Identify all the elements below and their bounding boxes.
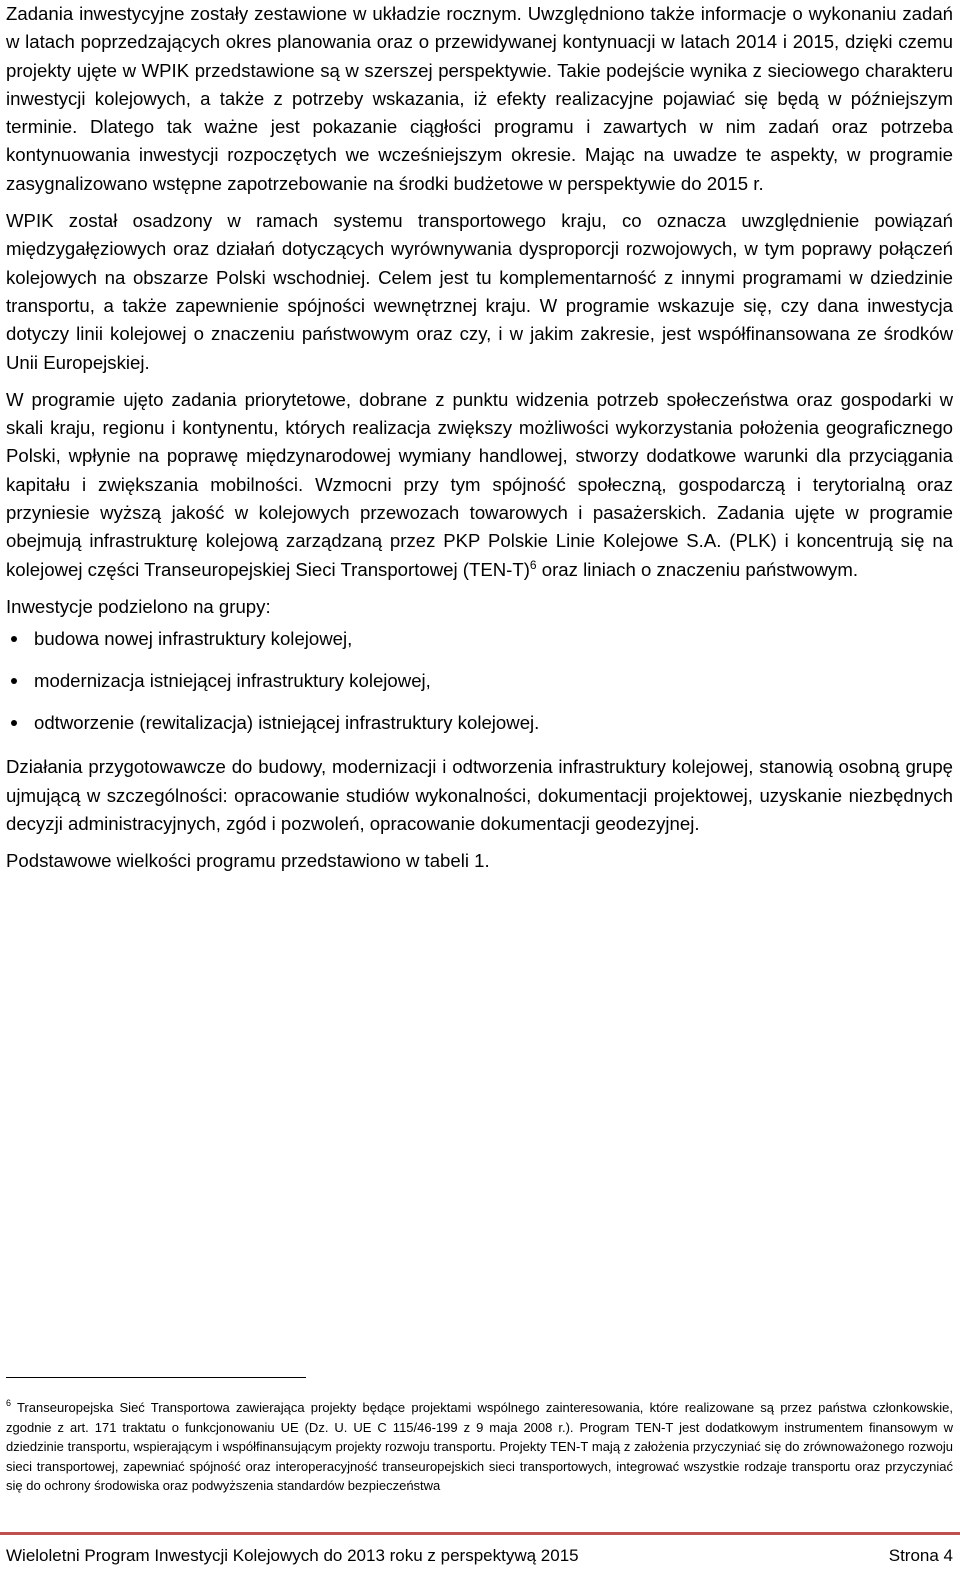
main-text <box>6 0 953 884</box>
list-item <box>6 625 953 667</box>
footnote-text: Transeuropejska Sieć Transportowa zawierająca projekty będące projektami wspólnego zainteresowania, które realizowane są przez państwa członkowskie, zgodnie z art. 171 traktatu o funkcjonowaniu UE (Dz. U. UE C 115/46-199 z 9 maja 2008 r.). Program TEN-T jest dodatkowym instrumentem finansowym w dziedzinie transportu, wspierającym i współfinansującym projekty rozwoju transportu. Projekty TEN-T mają z założenia przyczyniać się do zrównoważonego rozwoju sieci transportowej, zapewniać spójność oraz interoperacyjność transeuropejskich sieci transportowych, integrować wszystkie rodzaje transportu oraz przyczyniać się do ochrony środowiska oraz podwyższenia standardów bezpieczeństwa <box>6 1400 953 1493</box>
list-item-text: odtworzenie (rewitalizacja) istniejącej infrastruktury kolejowej. <box>34 712 540 734</box>
footer-divider <box>0 1532 960 1535</box>
footnote-reference: 6 <box>529 557 537 572</box>
footnote-separator <box>6 1377 306 1378</box>
paragraph-priority-text: W programie ujęto zadania priorytetowe, dobrane z punktu widzenia potrzeb społeczeństwa oraz gospodarki w skali kraju, regionu i kontynentu, których realizacja zwiększy możliwości wykorzystania położenia geograficznego Polski, wpłynie na poprawę międzynarodowej wymiany handlowej, stworzy dodatkowe warunki dla przyciągania kapitału i zwiększania mobilności. Wzmocni przy tym spójność społeczną, gospodarczą i terytorialną oraz przyniesie wyższą jakość w kolejowych przewozach towarowych i pasażerskich. Zadania ujęte w programie obejmują infrastrukturę kolejową zarządzaną przez PKP Polskie Linie Kolejowe S.A. (PLK) i koncentrują się na kolejowej części Transeuropejskiej Sieci Transportowej (TEN-T) <box>6 388 953 580</box>
list-item <box>6 709 953 751</box>
bullet-icon <box>11 720 17 726</box>
paragraph-planning-scope: Zadania inwestycyjne zostały zestawione w układzie rocznym. Uwzględniono także informacje o wykonaniu zadań w latach poprzedzających okres planowania oraz o przewidywanej kontynuacji w latach 2014 i 2015, dzięki czemu projekty ujęte w WPIK przedstawione są w szerszej perspektywie. Takie podejście wynika z sieciowego charakteru inwestycji kolejowych, a także z potrzeby wskazania, iż efekty realizacyjne pojawiać się będą w późniejszym terminie. Dlatego tak ważne jest pokazanie ciągłości programu i zawartych w nim zadań oraz potrzeba kontynuowania inwestycji rozpoczętych we wcześniejszym okresie. Mając na uwadze te aspekty, w programie zasygnalizowano wstępne zapotrzebowanie na środki budżetowe w perspektywie do 2015 r. <box>6 3 953 194</box>
paragraph-preparatory-actions: Działania przygotowawcze do budowy, modernizacji i odtworzenia infrastruktury kolejowej, stanowią osobną grupę ujmującą w szczególności: opracowanie studiów wykonalności, dokumentacji projektowej, uzyskanie niezbędnych decyzji administracyjnych, zgód i pozwoleń, opracowanie dokumentacji geodezyjnej. <box>6 756 953 834</box>
investment-groups-list <box>6 625 953 751</box>
footer-title: Wieloletni Program Inwestycji Kolejowych do 2013 roku z perspektywą 2015 <box>6 1546 579 1565</box>
paragraph-priority-tasks <box>6 386 953 584</box>
paragraph-priority-tail: oraz liniach o znaczeniu państwowym. <box>536 558 859 580</box>
groups-intro: Inwestycje podzielono na grupy: <box>6 595 271 617</box>
page-number: Strona 4 <box>888 1546 953 1565</box>
list-item-text: budowa nowej infrastruktury kolejowej, <box>34 628 353 650</box>
bullet-icon <box>11 678 17 684</box>
list-item <box>6 667 953 709</box>
paragraph-table-reference: Podstawowe wielkości programu przedstawiono w tabeli 1. <box>6 850 490 872</box>
footnote <box>6 1398 953 1496</box>
footnote-number: 6 <box>6 1398 12 1408</box>
list-item-text: modernizacja istniejącej infrastruktury kolejowej, <box>34 670 431 692</box>
bullet-icon <box>11 636 17 642</box>
paragraph-transport-system: WPIK został osadzony w ramach systemu transportowego kraju, co oznacza uwzględnienie powiązań międzygałęziowych oraz działań dotyczących wyrównywania dysproporcji rozwojowych, w tym poprawy połączeń kolejowych na obszarze Polski wschodniej. Celem jest tu komplementarność z innymi programami w dziedzinie transportu, a także zapewnienie spójności wewnętrznej kraju. W programie wskazuje się, czy dana inwestycja dotyczy linii kolejowej o znaczeniu państwowym oraz czy, i w jakim zakresie, jest współfinansowana ze środków Unii Europejskiej. <box>6 210 953 373</box>
